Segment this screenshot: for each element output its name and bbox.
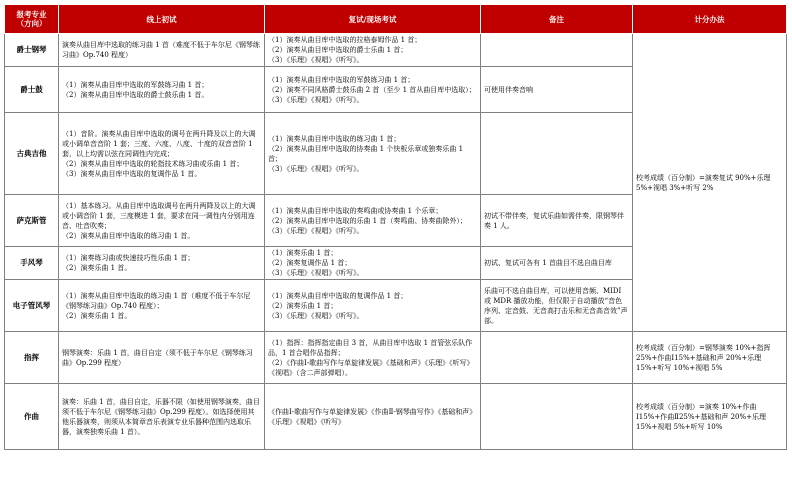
list-item: （1）演奏从曲目库中选取的军鼓练习曲 1 首； [268,75,415,84]
list-item: 乐曲可不选自曲目库，可以使用音频、MIDI 或 MDR 播放功能，但仅限于自动播放“音色序列、定音鼓、无音高打击乐和无音高音效”声部。 [484,286,628,325]
header-score: 计分办法 [633,5,787,34]
note-cell [481,332,633,384]
header-online-exam: 线上初试 [59,5,265,34]
list-item: （2）演奏乐曲 1 首； [268,301,338,310]
list-item: （1）演奏从曲目库中选取的拉格泰姆作品 1 首； [268,36,422,44]
list-item: （1）指挥：指挥指定曲目 3 首，从曲目库中选取 1 首管弦乐队作品，1 首合唱作品指挥； [268,338,473,357]
online-cell [59,113,265,195]
header-major [5,5,59,34]
note-cell [481,384,633,450]
note-cell [481,113,633,195]
list-item: （1）演奏练习曲或快速技巧性乐曲 1 首； [62,254,195,262]
list-item: （1）演奏从曲目库中选取的复调作品 1 首； [268,291,408,300]
list-item: （2）《作曲Ⅰ-歌曲写作与单旋律发展》《基础和声》《乐理》《听写》《视唱》（含二声部弹唱）。 [268,358,474,377]
header-retest: 复试/现场考试 [265,5,481,34]
header-note: 备注 [481,5,633,34]
retest-cell [265,195,481,247]
retest-cell [265,113,481,195]
major-cell: 爵士鼓 [5,67,59,113]
table-row [5,332,787,384]
list-item: （2）演奏从曲目库中选取的爵士乐曲 1 首； [268,46,408,54]
retest-cell [265,34,481,67]
retest-cell [265,247,481,280]
table-row [5,34,787,67]
list-item: 初试、复试可各有 1 首曲目不选自曲目库 [484,259,612,267]
note-cell [481,67,633,113]
score-cell-composition: 校考成绩（百分制）=演奏 10%+作曲Ⅰ15%+作曲Ⅱ25%+基础和声 20%+乐理 15%+视唱 5%+听写 10% [633,384,787,450]
note-cell [481,247,633,280]
list-item: （2）演奏复调作品 1 首； [268,259,352,267]
major-cell: 爵士钢琴 [5,34,59,67]
score-cell-instrumental: 校考成绩（百分制）=演奏复试 90%+乐理 5%+视唱 3%+听写 2% [633,34,787,332]
list-item: 可使用伴奏音响 [484,85,533,94]
exam-requirements-table [4,4,787,450]
header-major-line: 报考专业 [16,10,47,19]
list-item: （3）《乐理》《视唱》《听写》。 [268,269,364,277]
online-cell [59,280,265,332]
list-item: （3）《乐理》《视唱》《听写》。 [268,226,364,235]
list-item: （2）演奏从曲目库中选取的爵士鼓乐曲 1 首。 [62,90,209,99]
list-item: 《作曲Ⅰ-歌曲写作与单旋律发展》《作曲Ⅱ-钢琴曲写作》《基础和声》《乐理》《视唱》《听写》 [268,407,477,426]
list-item: （1）演奏从曲目库中选取的练习曲 1 首（难度不低于车尔尼《钢琴练习曲》Op.740 程度）； [62,291,251,310]
online-cell [59,67,265,113]
list-item: （1）演奏从曲目库中选取的奏鸣曲或协奏曲 1 个乐章； [268,206,443,215]
list-item: 钢琴演奏：乐曲 1 首，曲目自定（须不低于车尔尼《钢琴练习曲》Op.299 程度） [62,348,253,367]
list-item: （1）演奏从曲目库中选取的练习曲 1 首； [268,134,401,143]
list-item: 初试不带伴奏，复试乐曲如需伴奏，限钢琴伴奏 1 人。 [484,211,624,230]
online-cell [59,384,265,450]
retest-cell [265,384,481,450]
list-item: （1）音阶。演奏从曲目库中选取的调号在两升降及以上的大调或小调单音音阶 1 套；三度、六度、八度、十度的双音音阶 1 套，以上均需以弦在同调性内完成； [62,129,256,158]
major-cell: 萨克斯管 [5,195,59,247]
list-item: （3）《乐理》《视唱》《听写》。 [268,311,364,320]
note-cell [481,280,633,332]
list-item: 演奏：乐曲 1 首，曲目自定，乐器不限（如使用钢琴演奏，曲目须不低于车尔尼《钢琴练习曲》Op.299 程度）。如选择使用其他乐器演奏，则须从本简章音乐表演专业乐器种范围内选取乐器，演奏独奏乐曲 1 首）。 [62,397,260,436]
list-item: （2）演奏从曲目库中选取的练习曲 1 首。 [62,231,195,240]
major-cell: 指挥 [5,332,59,384]
header-major-line: （方向） [16,19,47,28]
score-cell-conducting: 校考成绩（百分制）=钢琴演奏 10%+指挥 25%+作曲Ⅰ15%+基础和声 20%+乐理 15%+听写 10%+视唱 5% [633,332,787,384]
major-cell: 手风琴 [5,247,59,280]
list-item: （2）演奏乐曲 1 首。 [62,264,132,272]
online-cell [59,195,265,247]
major-cell: 古典吉他 [5,113,59,195]
list-item: （2）演奏从曲目库中选取的乐曲 1 首（奏鸣曲、协奏曲除外）； [268,216,467,225]
list-item: （3）演奏从曲目库中选取的复调作品 1 首。 [62,169,202,178]
major-cell: 电子管风琴 [5,280,59,332]
list-item: （3）《乐理》《视唱》《听写》。 [268,56,364,64]
list-item: （3）《乐理》《视唱》《听写》。 [268,164,364,173]
retest-cell [265,332,481,384]
list-item: （2）演奏从曲目库中选取的协奏曲 1 个快板乐章或独奏乐曲 1 首； [268,144,464,163]
list-item: （1）演奏乐曲 1 首； [268,249,338,257]
online-cell [59,332,265,384]
online-cell [59,34,265,67]
retest-cell [265,67,481,113]
note-cell [481,34,633,67]
online-cell [59,247,265,280]
table-row [5,384,787,450]
list-item: （2）演奏不同风格爵士鼓乐曲 2 首（至少 1 首从曲目库中选取）； [268,85,476,94]
note-cell [481,195,633,247]
list-item: 演奏从曲目库中选取的练习曲 1 首（难度不低于车尔尼《钢琴练习曲》Op.740 程度） [62,41,260,59]
list-item: （2）演奏从曲目库中选取的轮指技术练习曲或乐曲 1 首； [62,159,244,168]
list-item: （1）演奏从曲目库中选取的军鼓练习曲 1 首； [62,80,209,89]
retest-cell [265,280,481,332]
list-item: （2）演奏乐曲 1 首。 [62,311,132,320]
table-header-row [5,5,787,34]
list-item: （3）《乐理》《视唱》《听写》。 [268,95,364,104]
major-cell: 作曲 [5,384,59,450]
list-item: （1）基本练习。从曲目库中选取调号在两升两降及以上的大调或小调音阶 1 套，三度模进 1 套，要求在同一调性内分别用连音、吐音吹奏； [62,201,256,230]
